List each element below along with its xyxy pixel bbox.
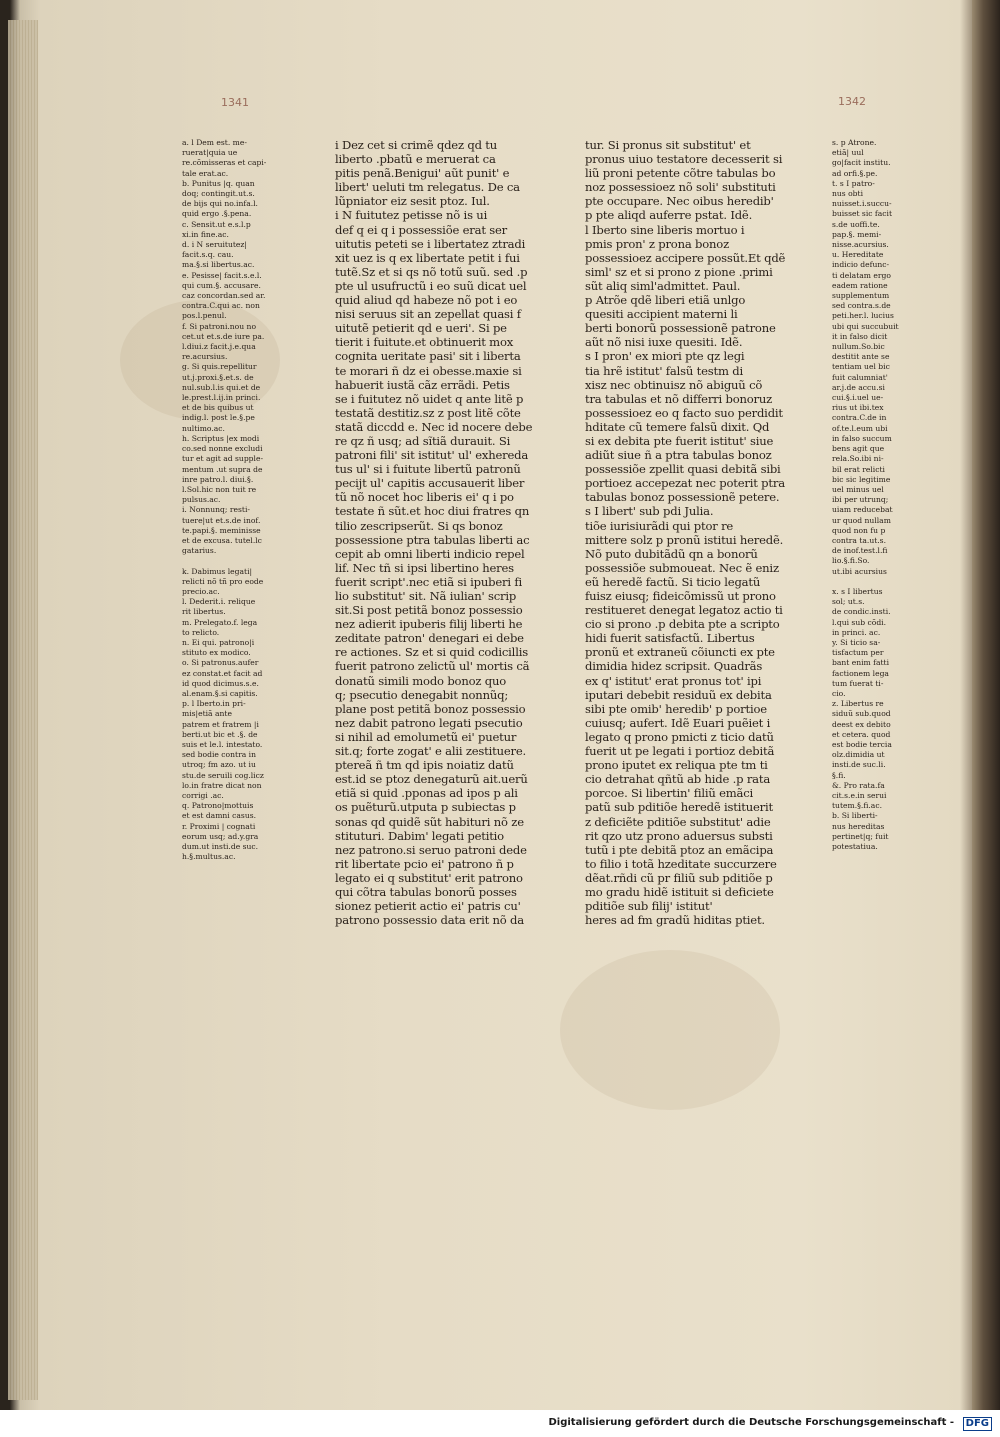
text-line: et est damni casus. <box>182 811 257 821</box>
text-line: pecijt ul' capitis accusauerit liber <box>335 476 525 491</box>
text-line: relicti nõ tñ pro eode <box>182 576 264 586</box>
text-line: siml' sz et si prono z pione .primi <box>585 264 773 279</box>
text-line: k. Dabimus legati| <box>182 566 253 576</box>
text-line: b. Si liberti- <box>832 811 878 821</box>
text-line: pos.l.penul. <box>182 311 227 321</box>
text-line: deest ex debito <box>832 719 891 729</box>
text-line: prono iputet ex reliqua pte tm ti <box>585 758 768 773</box>
text-line: sibi pte omib' heredib' p portioe <box>585 701 767 716</box>
text-line: testate ñ sũt.et hoc diui fratres qn <box>335 504 530 519</box>
text-line: indicio defunc- <box>832 260 890 270</box>
text-line: quod non fu p <box>832 525 886 535</box>
text-line: pditiõe sub filij' istitut' <box>585 899 713 914</box>
text-line: ibi per utrunq; <box>832 495 889 505</box>
text-line: possessione ptra tabulas liberti ac <box>335 532 530 547</box>
text-line: pap.§. memi- <box>832 229 882 239</box>
text-line: eadem ratione <box>832 280 888 290</box>
text-line: bic sic legitime <box>832 474 891 484</box>
text-line: pronus uiuo testatore decesserit si <box>585 152 783 167</box>
text-line: noz possessioez nõ soli' substituti <box>585 180 776 195</box>
text-line: rit libertus. <box>182 607 226 617</box>
text-line: ar.j.de accu.si <box>832 382 885 392</box>
text-line: m. Prelegato.f. lega <box>182 617 258 627</box>
text-line: etiã si quid .pponas ad ipos p ali <box>335 786 518 801</box>
text-line: pte occupare. Nec oibus heredib' <box>585 194 774 209</box>
text-line: co.sed nonne excludi <box>182 444 263 454</box>
text-line: de condic.insti. <box>832 607 891 617</box>
text-line: mo gradu hidẽ istituit si deficiete <box>585 884 774 899</box>
text-line: e. Pesisse| facit.s.e.l. <box>182 270 262 280</box>
text-line: sed contra.s.de <box>832 301 891 311</box>
text-line: rit qzo utz prono aduersus substi <box>585 828 773 843</box>
text-line: s I libert' sub pdi Julia. <box>585 504 714 519</box>
text-line: de inof.test.l.fi <box>832 546 888 556</box>
text-line: nisse.acursius. <box>832 240 889 250</box>
text-line: fuisz eiusq; fideicõmissũ ut prono <box>585 589 776 603</box>
text-line: to relicto. <box>182 627 220 637</box>
text-line: tum fuerat ti- <box>832 678 884 688</box>
text-line: q; psecutio denegabit nonnũq; <box>335 687 509 702</box>
text-line: doq; contingit.ut.s. <box>182 189 255 199</box>
page-number-right: 1342 <box>838 95 866 108</box>
text-line: mittere solz p pronũ istitui heredẽ. <box>585 532 784 547</box>
text-line: b. Punitus |q. quan <box>182 178 255 188</box>
text-line: est.id se ptoz denegaturũ ait.uerũ <box>335 772 528 787</box>
text-line: patroni fili' sit istitut' ul' exhereda <box>335 448 529 463</box>
text-line: tentiam uel bic <box>832 362 890 372</box>
text-line: tisfactum per <box>832 648 884 658</box>
text-line: xisz nec obtinuisz nõ abiguũ cõ <box>585 377 763 392</box>
text-line: al.enam.§.si capitis. <box>182 688 258 698</box>
text-line: in princi. ac. <box>832 627 881 637</box>
text-line: tia hrẽ istitut' falsũ testm di <box>585 363 743 378</box>
text-line: liũ proni petente cõtre tabulas bo <box>585 166 776 181</box>
text-line: gatarius. <box>182 546 217 556</box>
text-line: d. i N seruitutez| <box>182 240 247 250</box>
text-line: plane post petitã bonoz possessio <box>335 701 526 716</box>
text-line: q. Patrono|mottuis <box>182 801 254 811</box>
text-line: os puẽturũ.utputa p subiectas p <box>335 800 516 815</box>
text-line: quid aliud qd habeze nõ pot i eo <box>335 293 518 308</box>
text-line: uitutẽ petierit qd e ueri'. Si pe <box>335 321 507 336</box>
main-text-column-left <box>335 138 560 927</box>
text-line: g. Si quis.repellitur <box>182 362 257 372</box>
text-line: stu.de seruili cog.licz <box>182 770 264 780</box>
text-line: et de bis quibus ut <box>182 403 254 413</box>
text-line: stituturi. Dabim' legati petitio <box>335 828 504 843</box>
text-line: ut.ibi acursius <box>832 566 887 576</box>
text-line: cognita ueritate pasi' sit i liberta <box>335 349 521 364</box>
text-line: tuere|ut et.s.de inof. <box>182 515 261 525</box>
text-line: it in falso dicit <box>832 331 888 341</box>
text-line: tierit i fuitute.et obtinuerit mox <box>335 335 514 350</box>
text-line: bens agit que <box>832 444 885 454</box>
text-line: &. Pro rata.fa <box>832 780 885 790</box>
text-line: lio.§.fi.So. <box>832 556 870 566</box>
text-line: si nihil ad emolumetũ ei' puetur <box>335 729 517 744</box>
text-line: et de excusa. tutel.lc <box>182 535 262 545</box>
text-line: lo.in fratre dicat non <box>182 780 262 790</box>
text-line: liberto .pbatũ e meruerat ca <box>335 152 496 167</box>
text-line: n. Ei qui. patrono|i <box>182 637 255 647</box>
text-line: est bodie tercia <box>832 739 892 749</box>
text-line: tabulas bonoz possessionẽ petere. <box>585 490 780 505</box>
text-line: x. s I libertus <box>832 586 883 596</box>
text-line: dimidia hidez scripsit. Quadrãs <box>585 659 763 674</box>
text-line: a. l Dem est. me- <box>182 138 247 147</box>
text-line: xit uez is q ex libertate petit i fui <box>335 250 520 265</box>
text-line: insti.de suc.li. <box>832 760 886 770</box>
text-line: ur quod nullam <box>832 515 891 525</box>
text-line: cio si prono .p debita pte a scripto <box>585 617 780 632</box>
text-line: statã diccdd e. Nec id nocere debe <box>335 419 533 434</box>
text-line: zeditate patron' denegari ei debe <box>335 631 524 646</box>
text-line: go|facit institu. <box>832 158 891 168</box>
text-line: ex q' istitut' erat pronus tot' ipi <box>585 673 762 688</box>
text-line: nus hereditas <box>832 821 885 831</box>
text-line: tiõe iurisiurãdi qui ptor re <box>585 518 734 533</box>
footer-bar <box>0 1410 1000 1437</box>
text-line: quesiti accipient materni li <box>585 307 738 322</box>
text-line: legato q prono pmicti z ticio datũ <box>585 729 774 744</box>
gloss-column-right <box>832 138 942 852</box>
text-line: nus obti <box>832 189 864 199</box>
text-line: Nõ puto dubitãdũ qn a bonorũ <box>585 546 758 561</box>
text-line: r. Proximi | cognati <box>182 821 256 831</box>
text-line: ruerat|quia ue <box>182 148 238 158</box>
text-line: buisset sic facit <box>832 209 892 219</box>
text-line: berti bonorũ possessionẽ patrone <box>585 321 776 336</box>
text-line: quid ergo .§.pena. <box>182 209 252 219</box>
text-line: stituto ex modico. <box>182 648 251 658</box>
text-line: tutũ i pte debitã ptoz an emãcipa <box>585 842 774 857</box>
text-line: le.prest.l.ij.in princi. <box>182 393 261 403</box>
text-line: c. Sensit.ut e.s.l.p <box>182 219 251 229</box>
text-line: pulsus.ac. <box>182 495 221 505</box>
page-edge-stack <box>8 20 38 1400</box>
text-line: precio.ac. <box>182 586 220 596</box>
dfg-logo: DFG <box>963 1417 992 1431</box>
text-line: cet.ut et.s.de iure pa. <box>182 331 265 341</box>
text-line: adiũt siue ñ a ptra tabulas bonoz <box>585 448 772 463</box>
text-line: rius ut ibi.tex <box>832 403 884 413</box>
text-line: possessioez accipere possũt.Et qdẽ <box>585 250 786 265</box>
text-line: z. Libertus re <box>832 699 884 709</box>
text-line: ez constat.et facit ad <box>182 668 263 678</box>
text-line: mentum .ut supra de <box>182 464 263 474</box>
text-line: z deficiẽte pditiõe substitut' adie <box>585 814 771 829</box>
text-line: of.te.l.eum ubi <box>832 423 888 433</box>
text-line: re actiones. Sz et si quid codicillis <box>335 645 528 660</box>
text-line: rit libertate pcio ei' patrono ñ p <box>335 856 514 871</box>
text-line: siduũ sub.quod <box>832 709 891 719</box>
text-line: p Atrõe qdẽ liberi etiã unlgo <box>585 293 746 308</box>
page-number-left: 1341 <box>221 96 249 109</box>
text-line: l Iberto sine liberis mortuo i <box>585 222 745 237</box>
text-line: cio detrahat qñtũ ab hide .p rata <box>585 772 771 787</box>
text-line: se i fuitutez nõ uidet q ante litẽ p <box>335 391 524 406</box>
text-line: heres ad fm gradũ hiditas ptiet. <box>585 913 765 928</box>
text-line: aũt nõ nisi iuxe quesiti. Idẽ. <box>585 335 743 350</box>
text-line: uiam reducebat <box>832 505 893 515</box>
text-line: sed bodie contra in <box>182 750 256 760</box>
text-line: uel minus uel <box>832 484 884 494</box>
text-line: i. Nonnunq; resti- <box>182 505 250 515</box>
text-line: patrem et fratrem |i <box>182 719 259 729</box>
text-line: hditate cũ temere falsũ dixit. Qd <box>585 419 770 434</box>
text-line: sit.q; forte zogat' e alii zestituere. <box>335 744 527 759</box>
text-line: hidi fuerit satisfactũ. Libertus <box>585 631 755 646</box>
text-line: pronũ et extraneũ cõiuncti ex pte <box>585 645 775 660</box>
text-line: sionez petierit actio ei' patris cu' <box>335 899 521 914</box>
text-line: cepit ab omni liberti indicio repel <box>335 546 525 561</box>
text-line: s.de uoffi.te. <box>832 219 880 229</box>
text-line: tutẽ.Sz et si qs nõ totũ suũ. sed .p <box>335 264 528 279</box>
text-line: lif. Nec tñ si ipsi libertino heres <box>335 560 514 575</box>
text-line: berti.ut bic et .§. de <box>182 729 258 739</box>
text-line: sol; ut.s. <box>832 597 865 607</box>
text-line: mis|etiã ante <box>182 709 232 719</box>
text-line: dum.ut insti.de suc. <box>182 842 259 852</box>
text-line: olz.dimidia ut <box>832 750 885 760</box>
text-line: s I pron' ex miori pte qz legi <box>585 349 745 364</box>
text-line: qui cum.§. accusare. <box>182 280 261 290</box>
text-line: nultimo.ac. <box>182 423 225 433</box>
text-line: nuisset.i.succu- <box>832 199 892 209</box>
text-line: s. p Atrone. <box>832 138 877 147</box>
text-line: possessiõe submoueat. Nec ẽ eniz <box>585 560 779 575</box>
text-line <box>832 577 942 587</box>
text-line: possessiõe zpellit quasi debitã sibi <box>585 462 781 477</box>
text-line: f. Si patroni.nou no <box>182 321 257 331</box>
paper-stain <box>560 950 780 1110</box>
text-line: indig.l. post le.§.pe <box>182 413 255 423</box>
text-line: iputari debebit residuũ ex debita <box>585 687 772 702</box>
text-line: fuerit ut pe legati i portioz debitã <box>585 744 775 759</box>
text-line: nez patrono.si seruo patroni dede <box>335 842 527 857</box>
text-line: lũpniator eiz sesit ptoz. Iul. <box>335 194 490 209</box>
text-line: i N fuitutez petisse nõ is ui <box>335 208 488 223</box>
text-line: pte ul usufructũ i eo suũ dicat uel <box>335 278 527 293</box>
text-line: tur et agit ad supple- <box>182 454 264 464</box>
text-line: eorum usq; ad.y.gra <box>182 831 259 841</box>
text-line: ti delatam ergo <box>832 270 891 280</box>
text-line: patũ sub pditiõe heredẽ istituerit <box>585 800 773 815</box>
book-right-edge <box>972 0 1000 1410</box>
main-text-column-right <box>585 138 810 927</box>
text-line: p pte aliqd auferre pstat. Idẽ. <box>585 208 753 223</box>
text-line: nez adierit ipuberis filij liberti he <box>335 617 523 632</box>
text-line: donatũ simili modo bonoz quo <box>335 673 507 688</box>
text-line: supplementum <box>832 291 890 301</box>
text-line: suis et le.l. intestato. <box>182 739 263 749</box>
text-line: tũ nõ nocet hoc liberis ei' q i po <box>335 490 514 505</box>
text-line: y. Si ticio sa- <box>832 637 881 647</box>
text-line: cuiusq; aufert. Idẽ Euari puẽiet i <box>585 715 771 730</box>
text-line: pertinet|q; fuit <box>832 831 889 841</box>
text-line: in falso succum <box>832 433 892 443</box>
text-line: contra ta.ut.s. <box>832 535 886 545</box>
text-line: contra.C.qui ac. non <box>182 301 260 311</box>
text-line: restitueret denegat legatoz actio ti <box>585 603 783 618</box>
text-line: factionem lega <box>832 668 889 678</box>
text-line: corrigi .ac. <box>182 791 224 800</box>
text-line: ubi qui succubuit <box>832 321 899 331</box>
text-line: et cetera. quod <box>832 729 891 739</box>
text-line: id quod dicimus.s.e. <box>182 678 259 688</box>
text-line: nul.sub.l.is qui.et de <box>182 382 261 392</box>
text-line: def q ei q i possessiõe erat ser <box>335 222 508 237</box>
text-line: re.cõmisseras et capi- <box>182 158 267 168</box>
text-line: peti.her.l. lucius <box>832 311 894 321</box>
text-line: bil erat relicti <box>832 464 885 474</box>
text-line: ad orfi.§.pe. <box>832 168 878 178</box>
text-line: tra tabulas et nõ differri bonoruz <box>585 391 773 406</box>
text-line: sũt aliq siml'admittet. Paul. <box>585 278 741 293</box>
text-line: l.Sol.hic non tuit re <box>182 484 257 494</box>
funding-notice: Digitalisierung gefördert durch die Deutsche Forschungsgemeinschaft - <box>548 1417 954 1428</box>
text-line: t. s I patro- <box>832 178 875 188</box>
text-line: fuerit patrono zelictũ ul' mortis cã <box>335 659 530 674</box>
text-line: sit.Si post petitã bonoz possessio <box>335 603 523 618</box>
text-line: facit.s.q. cau. <box>182 250 234 260</box>
text-line: fuit calumniat' <box>832 372 888 382</box>
text-line: legato ei q substitut' erit patrono <box>335 870 523 885</box>
text-line: tur. Si pronus sit substitut' et <box>585 138 751 152</box>
text-line: h. Scriptus |ex modi <box>182 433 260 443</box>
text-line: bant enim fatti <box>832 658 890 668</box>
text-line: contra.C.de in <box>832 413 887 423</box>
text-line: de bijs qui no.infa.l. <box>182 199 258 209</box>
text-line: cio. <box>832 688 846 698</box>
text-line: patrono possessio data erit nõ da <box>335 913 524 928</box>
text-line: testatã destitiz.sz z post litẽ cõte <box>335 405 521 420</box>
text-line: re.acursius. <box>182 352 228 362</box>
text-line: i Dez cet si crimẽ qdez qd tu <box>335 138 498 152</box>
text-line: portioez accepezat nec poterit ptra <box>585 476 785 491</box>
text-line: rela.So.ibi ni- <box>832 454 884 464</box>
text-line: l.diui.z facit.j.e.qua <box>182 342 256 352</box>
text-line: fuerit script'.nec etiã si ipuberi fi <box>335 574 522 589</box>
text-line: tutem.§.fi.ac. <box>832 801 882 811</box>
text-line: si ex debita pte fuerit istitut' siue <box>585 433 774 448</box>
text-line: possessioez eo q facto suo perdidit <box>585 405 783 420</box>
text-line: libert' ueluti tm relegatus. De ca <box>335 180 520 195</box>
text-line: caz concordan.sed ar. <box>182 291 266 301</box>
text-line: cit.s.e.in serui <box>832 791 887 800</box>
text-line: o. Si patronus.aufer <box>182 658 259 668</box>
text-line: qui cõtra tabulas bonorũ posses <box>335 884 517 899</box>
text-line: l. Dederit.i. relique <box>182 597 256 607</box>
text-line: inre patro.l. diui.§. <box>182 474 254 484</box>
text-line: §.fi. <box>832 770 846 780</box>
text-line: uitutis peteti se i libertatez ztradi <box>335 236 526 251</box>
text-line: porcoe. Si libertin' filiũ emãci <box>585 786 754 801</box>
text-line: cui.§.i.uel ue- <box>832 393 884 403</box>
text-line: pitis penã.Benigui' aũt punit' e <box>335 166 510 181</box>
text-line: lio substitut' sit. Nã iulian' scrip <box>335 589 517 603</box>
text-line: te morari ñ dz ei obesse.maxie si <box>335 363 522 378</box>
text-line <box>182 556 292 566</box>
text-line: te.papi.§. meminisse <box>182 525 261 535</box>
text-line: l.qui sub cõdi. <box>832 617 887 627</box>
text-line: tale erat.ac. <box>182 168 229 178</box>
text-line: re qz ñ usq; ad sĩtiã durauit. Si <box>335 433 511 448</box>
text-line: dẽat.rñdi cũ pr filiũ sub pditiõe p <box>585 870 773 885</box>
text-line: habuerit iustã cãz errãdi. Petis <box>335 377 510 392</box>
text-line: ut.j.proxi.§.et.s. de <box>182 372 254 382</box>
text-line: sonas qd quidẽ sũt habituri nõ ze <box>335 814 524 829</box>
text-line: nisi seruus sit an zepellat quasi f <box>335 307 521 322</box>
text-line: to filio i totã hzeditate succurzere <box>585 856 777 871</box>
text-line: ma.§.si libertus.ac. <box>182 260 255 270</box>
text-line: h.§.multus.ac. <box>182 852 236 862</box>
text-line: utroq; fm azo. ut iu <box>182 760 256 770</box>
text-line: pmis pron' z prona bonoz <box>585 236 729 251</box>
text-line: ptereã ñ tm qd ipis noiatiz datũ <box>335 758 514 773</box>
text-line: nullum.So.bic <box>832 342 885 352</box>
text-line: tilio zescripserũt. Si qs bonoz <box>335 518 503 533</box>
text-line: destitit ante se <box>832 352 890 362</box>
text-line: tus ul' si i fuitute libertũ patronũ <box>335 462 521 477</box>
text-line: eũ heredẽ factũ. Si ticio legatũ <box>585 574 761 589</box>
text-line: u. Hereditate <box>832 250 884 260</box>
text-line: etiã| uul <box>832 148 864 158</box>
text-line: nez dabit patrono legati psecutio <box>335 715 523 730</box>
text-line: potestatiua. <box>832 842 878 852</box>
gloss-column-left <box>182 138 292 862</box>
text-line: p. l Iberto.in pri- <box>182 699 246 709</box>
text-line: xi.in fine.ac. <box>182 229 229 239</box>
